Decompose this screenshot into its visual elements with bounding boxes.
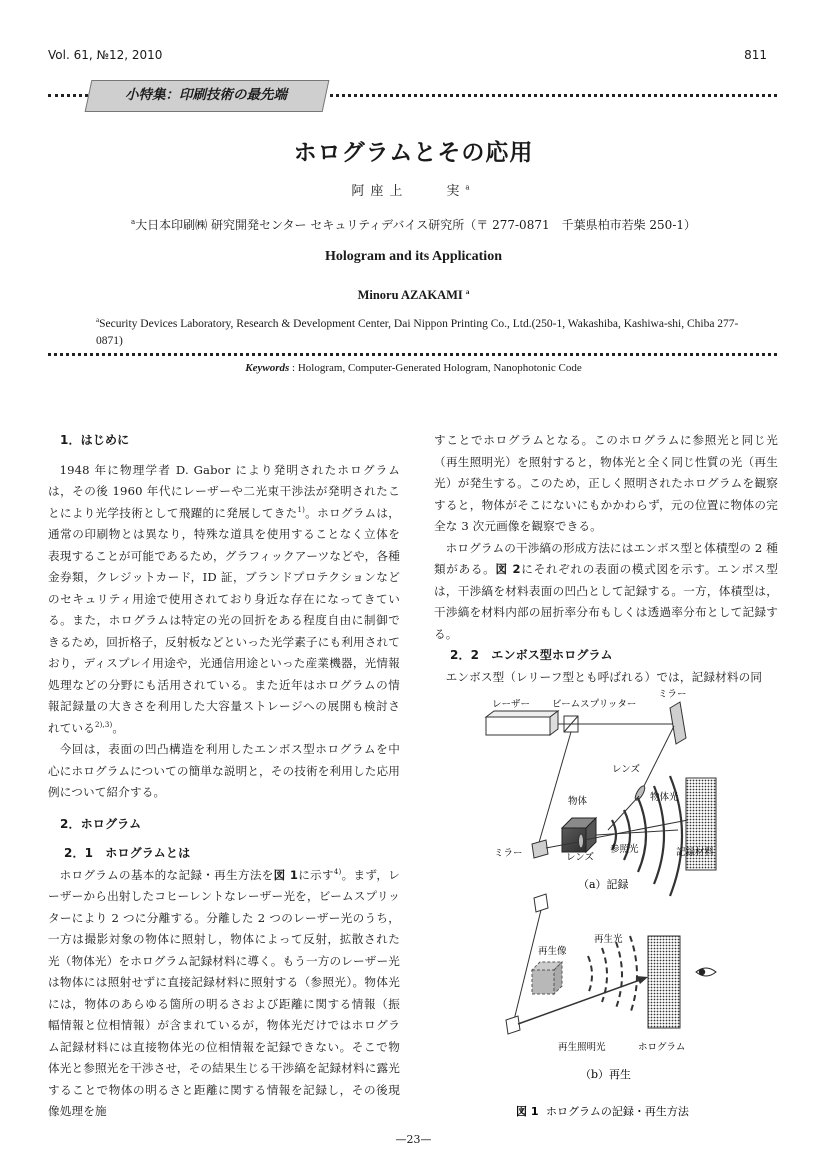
left-column [48, 430, 400, 1123]
page-number: 811 [744, 48, 767, 62]
hologram-plate [648, 936, 680, 1028]
section-1-heading: 1．はじめに [60, 433, 130, 447]
label-lens-bottom: レンズ [566, 852, 594, 863]
label-lens-top: レンズ [612, 764, 640, 775]
right-column [434, 430, 778, 688]
author-en: Minoru AZAKAMI $^a$ [357, 287, 470, 302]
laser-icon [486, 711, 558, 735]
label-recording-material: 記録材料 [676, 847, 715, 858]
caption-a: （a）記録 [578, 878, 629, 891]
figure-caption-text: ホログラムの記録・再生方法 [546, 1105, 689, 1118]
mirror-bottom-icon [532, 840, 548, 858]
reconstructed-image-cube [532, 962, 562, 994]
dotted-rule-keywords [48, 353, 777, 356]
reconstructed-light-waves [588, 936, 637, 1014]
label-illumination-light: 再生照明光 [558, 1042, 606, 1053]
affiliation-en: $^a$Security Devices Laboratory, Research & Development Center, Dai Nippon Printing Co., Ltd.(250-1, Wakashiba, Kashiwa-shi, Chiba 277-0871) [96, 316, 739, 347]
label-beamsplitter: ビームスプリッター [552, 699, 637, 710]
mirror-b-top-icon [534, 894, 548, 912]
label-mirror-top: ミラー [658, 689, 687, 700]
label-laser: レーザー [492, 699, 531, 710]
right-paragraph-2: ホログラムの干渉縞の形成方法にはエンボス型と体積型の 2 種類がある。図 2にそれぞれの表面の模式図を示す。エンボス型は，干渉縞を材料表面の凹凸として記録する。一方，体積型は，干渉縞を材料内部の屈折率分布もしくは透過率分布として記録する。 [434, 540, 778, 641]
caption-b: （b）再生 [580, 1068, 632, 1081]
label-reconstructed-light: 再生光 [594, 934, 623, 945]
subsection-2-2-heading: 2．2 エンボス型ホログラム [450, 648, 613, 662]
page-footer-number: —23— [395, 1133, 432, 1146]
label-hologram: ホログラム [638, 1042, 686, 1053]
section-1-paragraph-2: 今回は，表面の凹凸構造を利用したエンボス型ホログラムを中心にホログラムについての簡単な説明と，その技術を利用した応用例について紹介する。 [48, 742, 400, 799]
label-reconstructed-image: 再生像 [538, 946, 567, 957]
affiliation-jp: $^a$大日本印刷㈱ 研究開発センター セキュリティデバイス研究所（〒 277-0871 千葉県柏市若柴 250-1） [130, 218, 697, 232]
figure-1 [434, 680, 778, 1120]
article-title-jp: ホログラムとその応用 [293, 140, 534, 166]
dotted-rule-left [48, 94, 88, 97]
subsection-2-1-paragraph: ホログラムの基本的な記録・再生方法を図 1に示す$^{4)}$。まず，レーザーから出射したコヒーレントなレーザー光を，ビームスプリッターにより 2 つに分離する。分離した 2 つのレーザー光のうち，一方は撮影対象の物体に照射し，物体によって反射，拡散された光（物体光）をホログラム記録材料に導く。もう一方のレーザー光は物体には照射せずに直接記録材料に照射する（参照光）。物体光には，物体のあらゆる箇所の明るさおよび距離に関する情報（振幅情報と位相情報）が含まれているが，物体光だけではホログラム記録材料には直接物体光の位相情報を記録できない。そこで物体光と参照光を干渉させ，その結果生じる干渉縞を記録材料に露光することで物体の明るさと距離に関する情報を記録し，その後現像処理を施 [48, 867, 400, 1118]
label-object: 物体 [568, 796, 588, 807]
dotted-rule-right [330, 94, 777, 97]
figure-caption-number: 図 1 [516, 1105, 539, 1118]
section-tab-label: 小特集：印刷技術の最先端 [125, 87, 287, 103]
lens-bottom-icon [579, 834, 584, 848]
right-paragraph-3: エンボス型（レリーフ型とも呼ばれる）では，記録材料の同 [445, 669, 763, 684]
article-title-en: Hologram and its Application [325, 249, 502, 264]
label-object-light: 物体光 [650, 792, 679, 803]
mirror-b-bottom-icon [506, 1016, 520, 1034]
figure-1a-recording [486, 689, 716, 896]
mirror-top-icon [670, 702, 686, 744]
keywords: Keywords : Hologram, Computer-Generated Hologram, Nanophotonic Code [245, 362, 582, 374]
author-jp: 阿座上 実$^a$ [351, 183, 476, 199]
subsection-2-1-heading: 2．1 ホログラムとは [64, 846, 191, 860]
journal-volume: Vol. 61, №12, 2010 [48, 48, 163, 62]
eye-icon [696, 968, 716, 976]
figure-1b-reconstruction [506, 894, 716, 1081]
right-paragraph-1: すことでホログラムとなる。このホログラムに参照光と同じ光（再生照明光）を照射すると，物体光と全く同じ性質の光（再生光）が発生する。このため，正しく照明されたホログラムを観察すると，物体がそこにないにもかかわらず，元の位置に物体の完全な 3 次元画像を観察できる。 [434, 433, 778, 533]
label-mirror-bottom: ミラー [494, 848, 523, 859]
section-2-heading: 2．ホログラム [60, 816, 142, 831]
label-reference-light: 参照光 [610, 844, 639, 855]
lens-top-icon [633, 785, 646, 802]
section-1-paragraph-1: 1948 年に物理学者 D. Gabor により発明されたホログラムは，その後 1960 年代にレーザーや二光束干渉法が発明されたことにより光学技術として飛躍的に発展してきた$^{1)}$。ホログラムは，通常の印刷物とは異なり，特殊な道具を使用することなく立体を表現することが可能であるため，グラフィックアーツなどや，各種金券類，クレジットカード，ID 証，ブランドプロテクションなどのセキュリティ用途で使用されており身近な存在になってきている。また，ホログラムは特定の光の回折をある程度自由に制御できるため，回折格子，反射板などといった光学素子にも利用されており，ディスプレイ用途や，光通信用途といった産業機器，光情報処理などの分野にも活用されている。また近年はホログラムの情報記録量の大きさを利用した大容量ストレージへの展開も検討されている$^{2),3)}$。 [48, 462, 400, 735]
